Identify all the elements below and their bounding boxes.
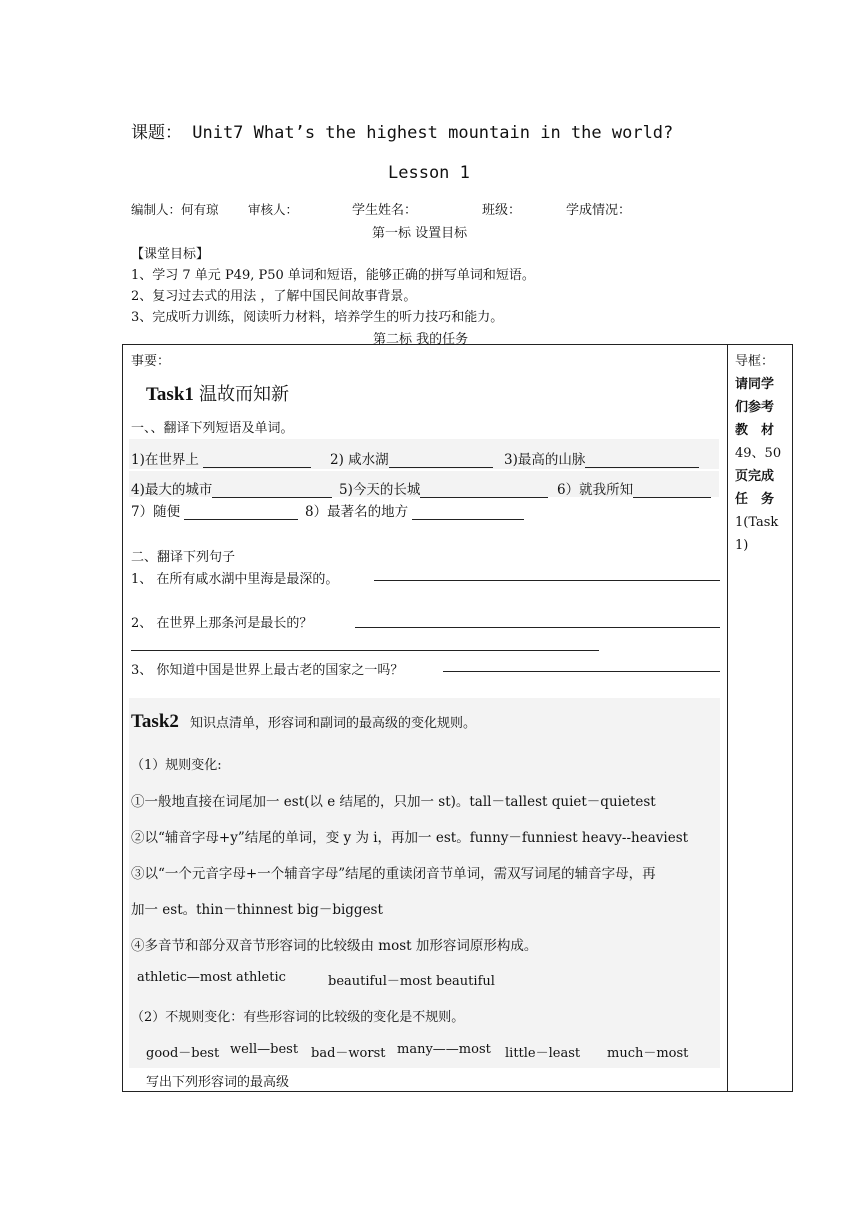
class-label: 班级： <box>482 203 522 218</box>
result-label: 学成情况： <box>566 203 632 218</box>
answer-line <box>374 566 720 581</box>
left-header: 事要： <box>131 354 171 369</box>
guide-line: 页完成 <box>735 469 775 484</box>
guide-line: 49、50 <box>735 446 782 461</box>
rule-4: ④多音节和部分双音节形容词的比较级由 most 加形容词原形构成。 <box>131 938 538 954</box>
course-title: 课题： Unit7 What’s the highest mountain in the world? <box>131 123 674 143</box>
task1-subtitle: 温故而知新 <box>198 384 289 405</box>
goals-title: 【课堂目标】 <box>131 247 210 262</box>
editor-label: 编制人：何有琼 <box>131 202 219 217</box>
task2-label: Task2 <box>131 711 179 732</box>
phrase-2: 2) 咸水湖 <box>330 448 493 468</box>
rule-1: ①一般地直接在词尾加一 est(以 e 结尾的，只加一 st)。tall－tallest quiet－quietest <box>131 794 656 810</box>
table-divider <box>727 344 728 1092</box>
phrase-5: 5)今天的长城 <box>339 478 548 498</box>
guide-line: 1) <box>735 538 749 553</box>
irregular-heading: （2）不规则变化：有些形容词的比较级的变化是不规则。 <box>131 1010 465 1025</box>
sentence-2: 2、 在世界上那条河是最长的？ <box>131 616 313 631</box>
goal-1: 1、学习 7 单元 P49, P50 单词和短语，能够正确的拼写单词和短语。 <box>131 268 535 283</box>
answer-line <box>131 636 599 651</box>
guide-line: 们参考 <box>735 400 775 415</box>
guide-line: 任 务 <box>735 492 775 507</box>
reviewer-label: 审核人： <box>248 202 299 217</box>
rule-2: ②以“辅音字母+y”结尾的单词，变 y 为 i，再加一 est。funny－funniest heavy--heaviest <box>131 830 689 846</box>
guide-line: 教 材 <box>735 423 775 438</box>
example-beautiful: beautiful－most beautiful <box>328 974 495 989</box>
task1-part1: 一、、翻译下列短语及单词。 <box>131 421 294 436</box>
guide-box <box>735 350 787 557</box>
phrase-8: 8）最著名的地方 <box>305 500 524 520</box>
answer-line <box>355 613 720 628</box>
irregular-little: little－least <box>505 1046 581 1061</box>
sentence-1: 1、 在所有咸水湖中里海是最深的。 <box>131 572 339 587</box>
irregular-much: much－most <box>607 1046 689 1061</box>
irregular-many: many——most <box>397 1042 491 1057</box>
student-name-label: 学生姓名： <box>352 203 418 218</box>
task1-label: Task1 <box>146 384 194 405</box>
guide-line: 1(Task <box>735 515 779 530</box>
irregular-bad: bad－worst <box>311 1046 386 1061</box>
rule-3: ③以“一个元音字母+一个辅音字母”结尾的重读闭音节单词，需双写词尾的辅音字母，再 <box>131 866 656 882</box>
exercise-instruction: 写出下列形容词的最高级 <box>146 1075 290 1090</box>
regular-heading: （1）规则变化: <box>131 758 222 773</box>
section1-heading: 第一标 设置目标 <box>372 226 468 241</box>
rule-3-cont: 加一 est。thin－thinnest big－biggest <box>131 902 383 918</box>
goal-3: 3、完成听力训练，阅读听力材料，培养学生的听力技巧和能力。 <box>131 310 504 325</box>
lesson-title: Lesson 1 <box>388 163 470 183</box>
phrase-1: 1)在世界上 <box>131 448 311 468</box>
phrase-7: 7）随便 <box>131 500 298 520</box>
guide-title: 导框： <box>735 354 775 369</box>
task1-title <box>146 380 289 406</box>
guide-line: 请同学 <box>735 377 775 392</box>
answer-line <box>443 657 720 672</box>
task2-title <box>131 711 476 733</box>
section2-heading: 第二标 我的任务 <box>373 332 469 347</box>
phrase-4: 4)最大的城市 <box>131 478 332 498</box>
example-athletic: athletic—most athletic <box>137 970 286 985</box>
irregular-good: good－best <box>146 1046 220 1061</box>
task1-part2: 二、翻译下列句子 <box>131 550 236 565</box>
task2-intro: 知识点清单，形容词和副词的最高级的变化规则。 <box>189 716 476 731</box>
phrase-3: 3)最高的山脉 <box>504 448 699 468</box>
goal-2: 2、复习过去式的用法 ，了解中国民间故事背景。 <box>131 289 417 304</box>
sentence-3: 3、 你知道中国是世界上最古老的国家之一吗？ <box>131 663 404 678</box>
irregular-well: well—best <box>230 1042 299 1057</box>
phrase-6: 6）就我所知 <box>557 478 711 498</box>
